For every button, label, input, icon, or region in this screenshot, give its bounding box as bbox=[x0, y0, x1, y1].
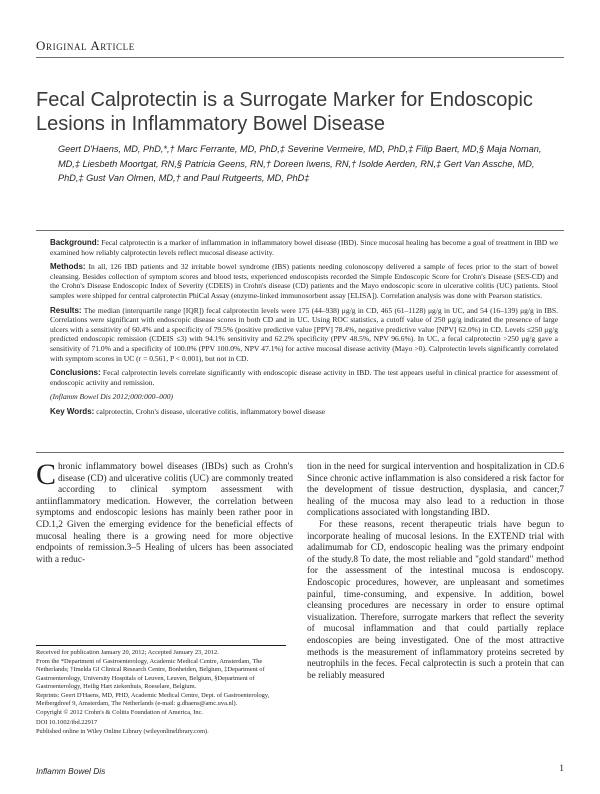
keywords bbox=[50, 407, 558, 417]
article-title: Fecal Calprotectin is a Surrogate Marker for Endoscopic Lesions in Inflammatory Bowel Disease bbox=[36, 89, 533, 135]
drop-cap: C bbox=[36, 458, 57, 491]
page-number: 1 bbox=[559, 764, 564, 774]
copyright-note: Copyright © 2012 Crohn's & Colitis Foundation of America, Inc. bbox=[36, 709, 204, 717]
author-list: Geert D'Haens, MD, PhD,*,† Marc Ferrante, MD, PhD,‡ Severine Vermeire, MD, PhD,‡ Filip Baert, MD,§ Maja Noman, MD,‡ Liesbeth Moortgat, RN,§ Patricia Geens, RN,† Doreen Iwens, RN,† Isolde Aerden, RN,‡ Gert Van Assche, MD, PhD,‡ Gust Van Olmen, MD,† and Paul Rutgeerts, MD, PhD‡ bbox=[58, 144, 542, 183]
body-paragraph bbox=[36, 458, 293, 566]
abstract-conclusions bbox=[50, 368, 558, 387]
reprints-note: Reprints: Geert D'Haens, MD, PHD, Academic Medical Centre, Dept. of Gastroenterology, Meibergdreef 9, Amsterdam, The Netherlands (e-mail: g.dhaens@amc.uva.nl). bbox=[36, 692, 270, 708]
conclusions-label: Conclusions: bbox=[50, 368, 101, 378]
keywords-text: calprotectin, Crohn's disease, ulcerative colitis, inflammatory bowel disease bbox=[96, 406, 326, 416]
body-right-column bbox=[307, 462, 564, 682]
section-label: Original Article bbox=[36, 38, 135, 53]
keywords-label: Key Words: bbox=[50, 406, 95, 416]
footer-journal: Inflamm Bowel Dis bbox=[36, 766, 106, 776]
abstract-methods bbox=[50, 262, 558, 300]
body-paragraph: tion in the need for surgical intervention and hospitalization in CD.6 Since chronic active inflammation is also considered a risk factor for the development of tissue destruction, dysplasia, and cancer,7 healing of the mucosa may also lead to a reduction in those complications associated with longstanding IBD. bbox=[307, 462, 564, 519]
abstract-results bbox=[50, 306, 558, 364]
methods-label: Methods: bbox=[50, 262, 86, 272]
background-label: Background: bbox=[50, 238, 100, 247]
body-left-column bbox=[36, 458, 293, 566]
published-note: Published online in Wiley Online Library (wileyonlinelibrary.com). bbox=[36, 727, 209, 735]
received-note: Received for publication January 20, 2012; Accepted January 23, 2012. bbox=[36, 649, 219, 656]
background-text: Fecal calprotectin is a marker of inflammation in inflammatory bowel disease (IBD). Since mucosal healing has become a goal of treatment in IBD we examined how reliably calprotectin levels reflect mucosal disease activity. bbox=[50, 238, 558, 257]
citation: (Inflamm Bowel Dis 2012;000:000–000) bbox=[50, 392, 174, 402]
body-paragraph: For these reasons, recent therapeutic trials have begun to incorporate healing of mucosal lesions. In the EXTEND trial with adalimumab for CD, endoscopic healing was the primary endpoint of the study.8 To date, the most reliable and "gold standard" method for the assessment of the intestinal mucosa is endoscopy. Endoscopic procedures, however, are unpleasant and sometimes painful, time-consuming, and expensive. In addition, bowel cleansing procedures are necessary in order to ensure optimal visualization. Therefore, surrogate markers that reflect the severity of mucosal inflammation and that could partially replace endoscopies are being investigated. One of the most attractive methods is the measurement of inflammatory proteins secreted by neutrophils in the feces. Fecal calprotectin is such a protein that can be reliably measured bbox=[307, 519, 564, 681]
body-text: hronic inflammatory bowel diseases (IBDs) such as Crohn's disease (CD) and ulcerative colitis (UC) are commonly treated according to clinical symptom assessment with antiinflammatory medication. However, the correlation between symptoms and endoscopic lesions has mainly been rather poor in CD.1,2 Given the emerging evidence for the beneficial effects of mucosal healing there is a growing need for more objective endpoints of remission.3–5 Healing of ulcers has been associated with a reduc- bbox=[36, 462, 293, 565]
conclusions-text: Fecal calprotectin levels correlate significantly with endoscopic disease activity in IBD. The test appears useful in clinical practice for assessment of endoscopic activity and remission. bbox=[50, 368, 559, 387]
doi-note: DOI 10.1002/ibd.22917 bbox=[36, 718, 98, 726]
header-rule bbox=[36, 57, 564, 58]
results-label: Results: bbox=[50, 305, 82, 315]
keywords-bottom-rule bbox=[36, 452, 564, 453]
abstract-background bbox=[50, 238, 558, 257]
methods-text: In all, 126 IBD patients and 32 irritable bowel syndrome (IBS) patients needing colonoscopy delivered a sample of feces prior to the start of bowel cleansing. Besides collection of symptom scores and blood tests, experienced endoscopists recorded the Simple Endoscopic Score for Crohn's Disease (SES-CD) and the Crohn's Disease Endoscopic Index of Severity (CDEIS) in Crohn's disease (CD) patients and the Mayo endoscopic score in ulcerative colitis (UC) patients. Stool samples were shipped for central calprotectin PhiCal Assay (enzyme-linked immunosorbent assay [ELISA]). Correlation analysis was done with Pearson statistics. bbox=[50, 262, 558, 300]
results-text: The median (interquartile range [IQR]) fecal calprotectin levels were 175 (44–938) μg/g in CD, 465 (61–1128) μg/g in UC, and 54 (16–139) μg/g in IBS. Correlations were significant with endoscopic disease scores in both CD and in UC. Using ROC statistics, a cutoff value of 250 μg/g indicated the presence of large ulcers with a sensitivity of 60.4% and a specificity of 79.5% (positive predictive value [PPV] 78.4%, negative predictive value [NPV] 62.0%) in CD. Levels ≤250 μg/g predicted endoscopic remission (CDEIS ≤3) with 94.1% sensitivity and 62.2% specificity (PPV 48.5%, NPV 96.6%). In UC, a fecal calprotectin >250 μg/g gave a sensitivity of 71.0% and a specificity of 100.0% (PPV 100.0%, NPV 47.1%) for active mucosal disease activity (Mayo >0). Calprotectin levels significantly correlated with symptom scores in UC (r = 0.561, P < 0.001), but not in CD. bbox=[50, 305, 558, 363]
abstract-top-rule bbox=[36, 230, 564, 231]
affiliations-note: From the *Department of Gastroenterology, Academic Medical Centre, Amsterdam, The Netherlands; †Imelda GI Clinical Research Centre, Bonheiden, Belgium, ‡Department of Gastroenterology, University Hospitals of Leuven, Leuven, Belgium, §Department of Gastroenterology, Heilig Hart ziekenhuis, Roeselare, Belgium. bbox=[36, 658, 265, 690]
abstract bbox=[50, 238, 558, 422]
article-notes bbox=[36, 645, 286, 737]
